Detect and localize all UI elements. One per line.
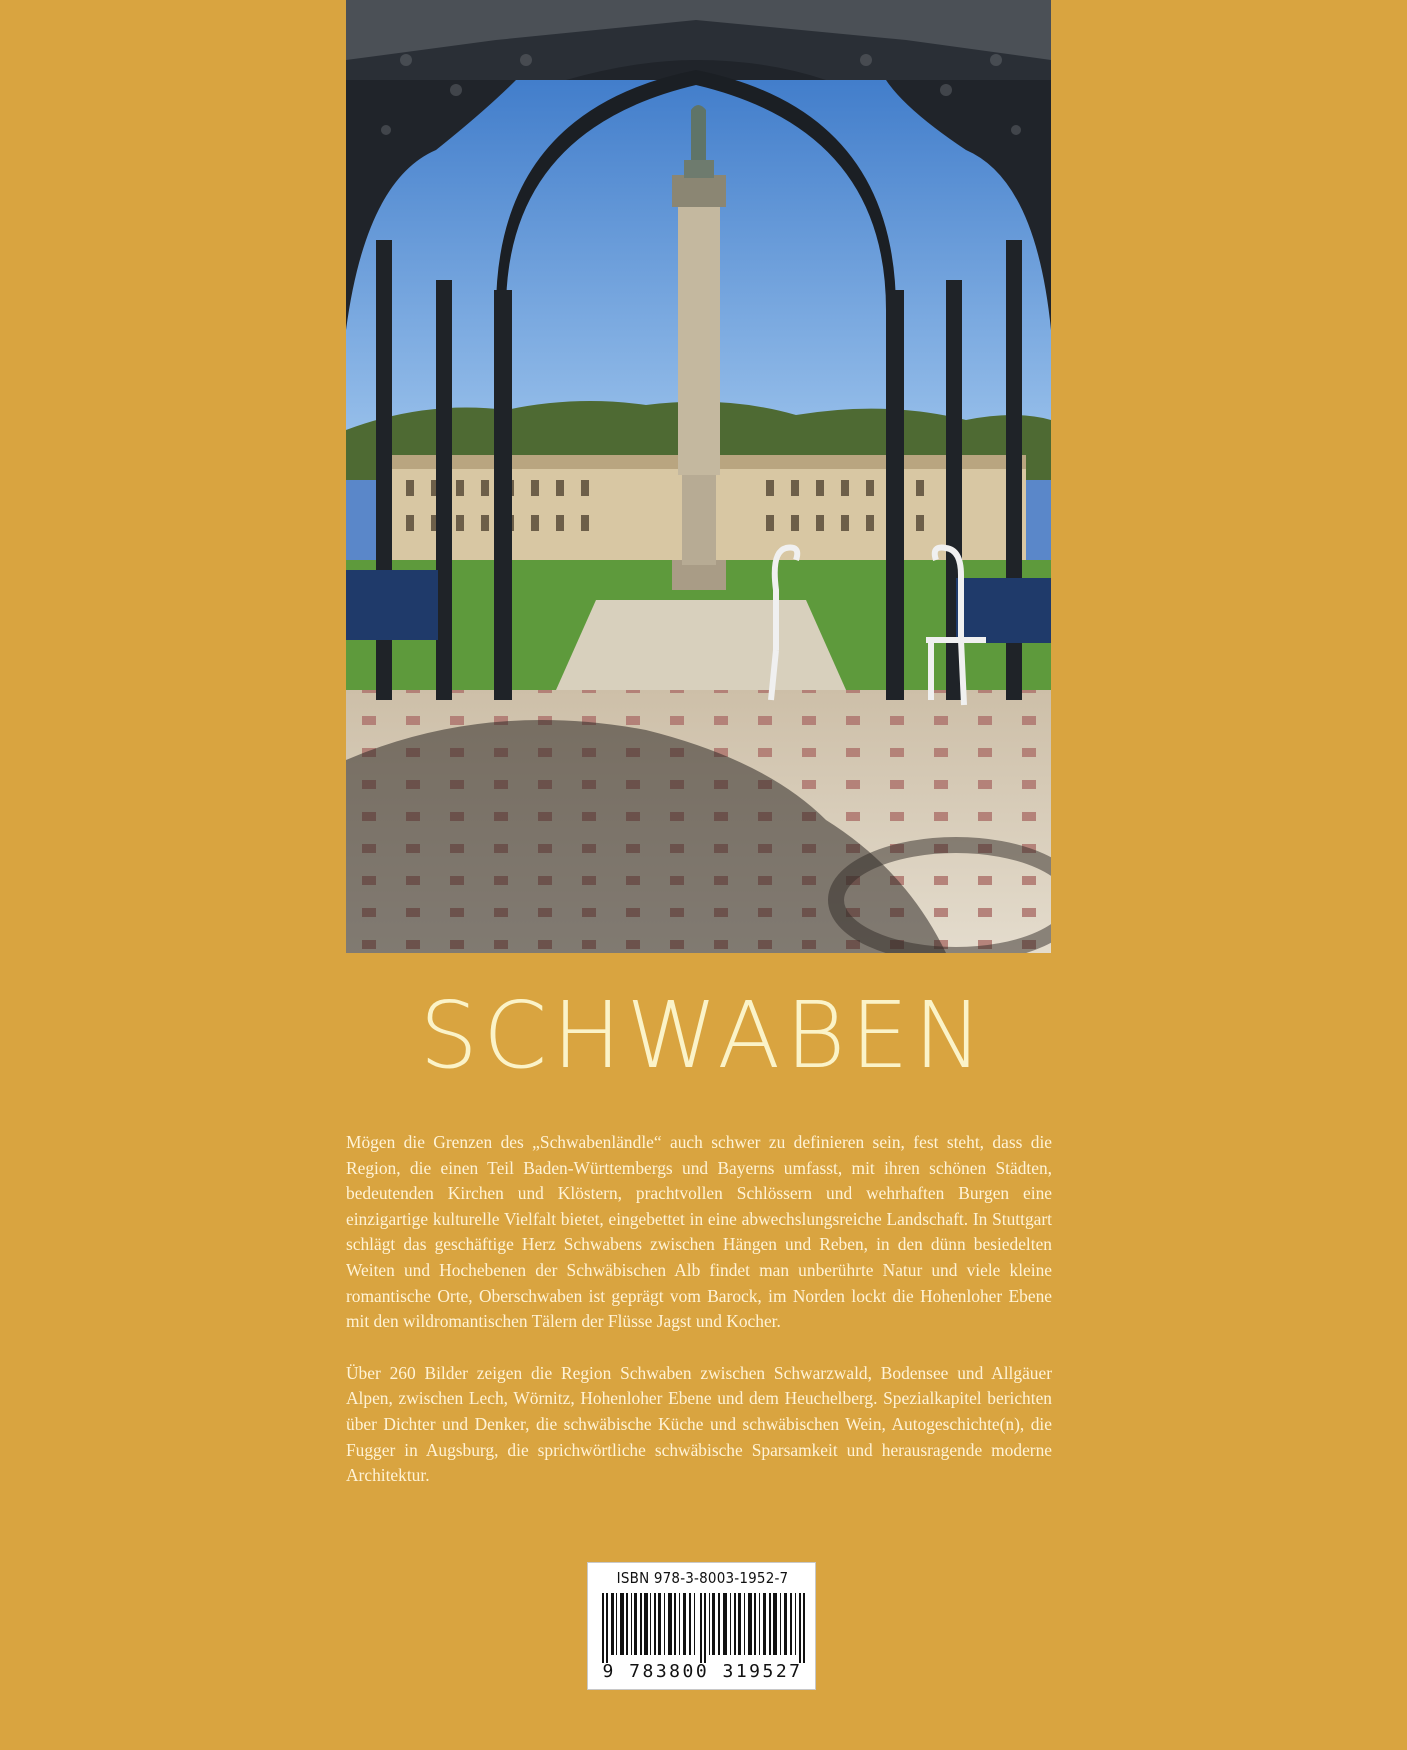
blurb [346, 1130, 1052, 1515]
barcode-icon [602, 1593, 807, 1663]
blurb-paragraph-2: Über 260 Bilder zeigen die Region Schwaben zwischen Schwarzwald, Bodensee und Allgäuer Alpen, zwischen Lech, Wörnitz, Hohenloher Ebene und dem Heuchelberg. Spezialkapitel berichten über Dichter und Denker, die schwäbische Küche und schwäbischen Wein, Autogeschichte(n), die Fugger in Augsburg, die sprichwörtliche schwäbische Sparsamkeit und herausragende moderne Architektur. [346, 1362, 1052, 1486]
cover-photo-pavilion-view [346, 0, 1051, 953]
ean-digits: 9 783800 319527 [602, 1661, 803, 1682]
isbn-barcode-box [587, 1562, 816, 1690]
blurb-paragraph-1: Mögen die Grenzen des „Schwabenländle“ auch schwer zu definieren sein, fest steht, dass die Region, die einen Teil Baden-Württembergs und Bayerns umfasst, mit ihren schönen Städten, bedeutenden Kirchen und Klöstern, prachtvollen Schlössern und wehrhaften Burgen eine einzigartige kulturelle Vielfalt bietet, eingebettet in eine abwechslungsreiche Landschaft. In Stuttgart schlägt das geschäftige Herz Schwabens zwischen Hängen und Reben, in den dünn besiedelten Weiten und Hochebenen der Schwäbischen Alb findet man unberührte Natur und viele kleine romantische Orte, Oberschwaben ist geprägt vom Barock, im Norden lockt die Hohenloher Ebene mit den wildromantischen Tälern der Flüsse Jagst und Kocher. [346, 1132, 1052, 1332]
book-title: SCHWABEN [419, 982, 988, 1089]
photo-illustration [346, 0, 1051, 953]
isbn-label: ISBN 978-3-8003-1952-7 [616, 1569, 789, 1587]
